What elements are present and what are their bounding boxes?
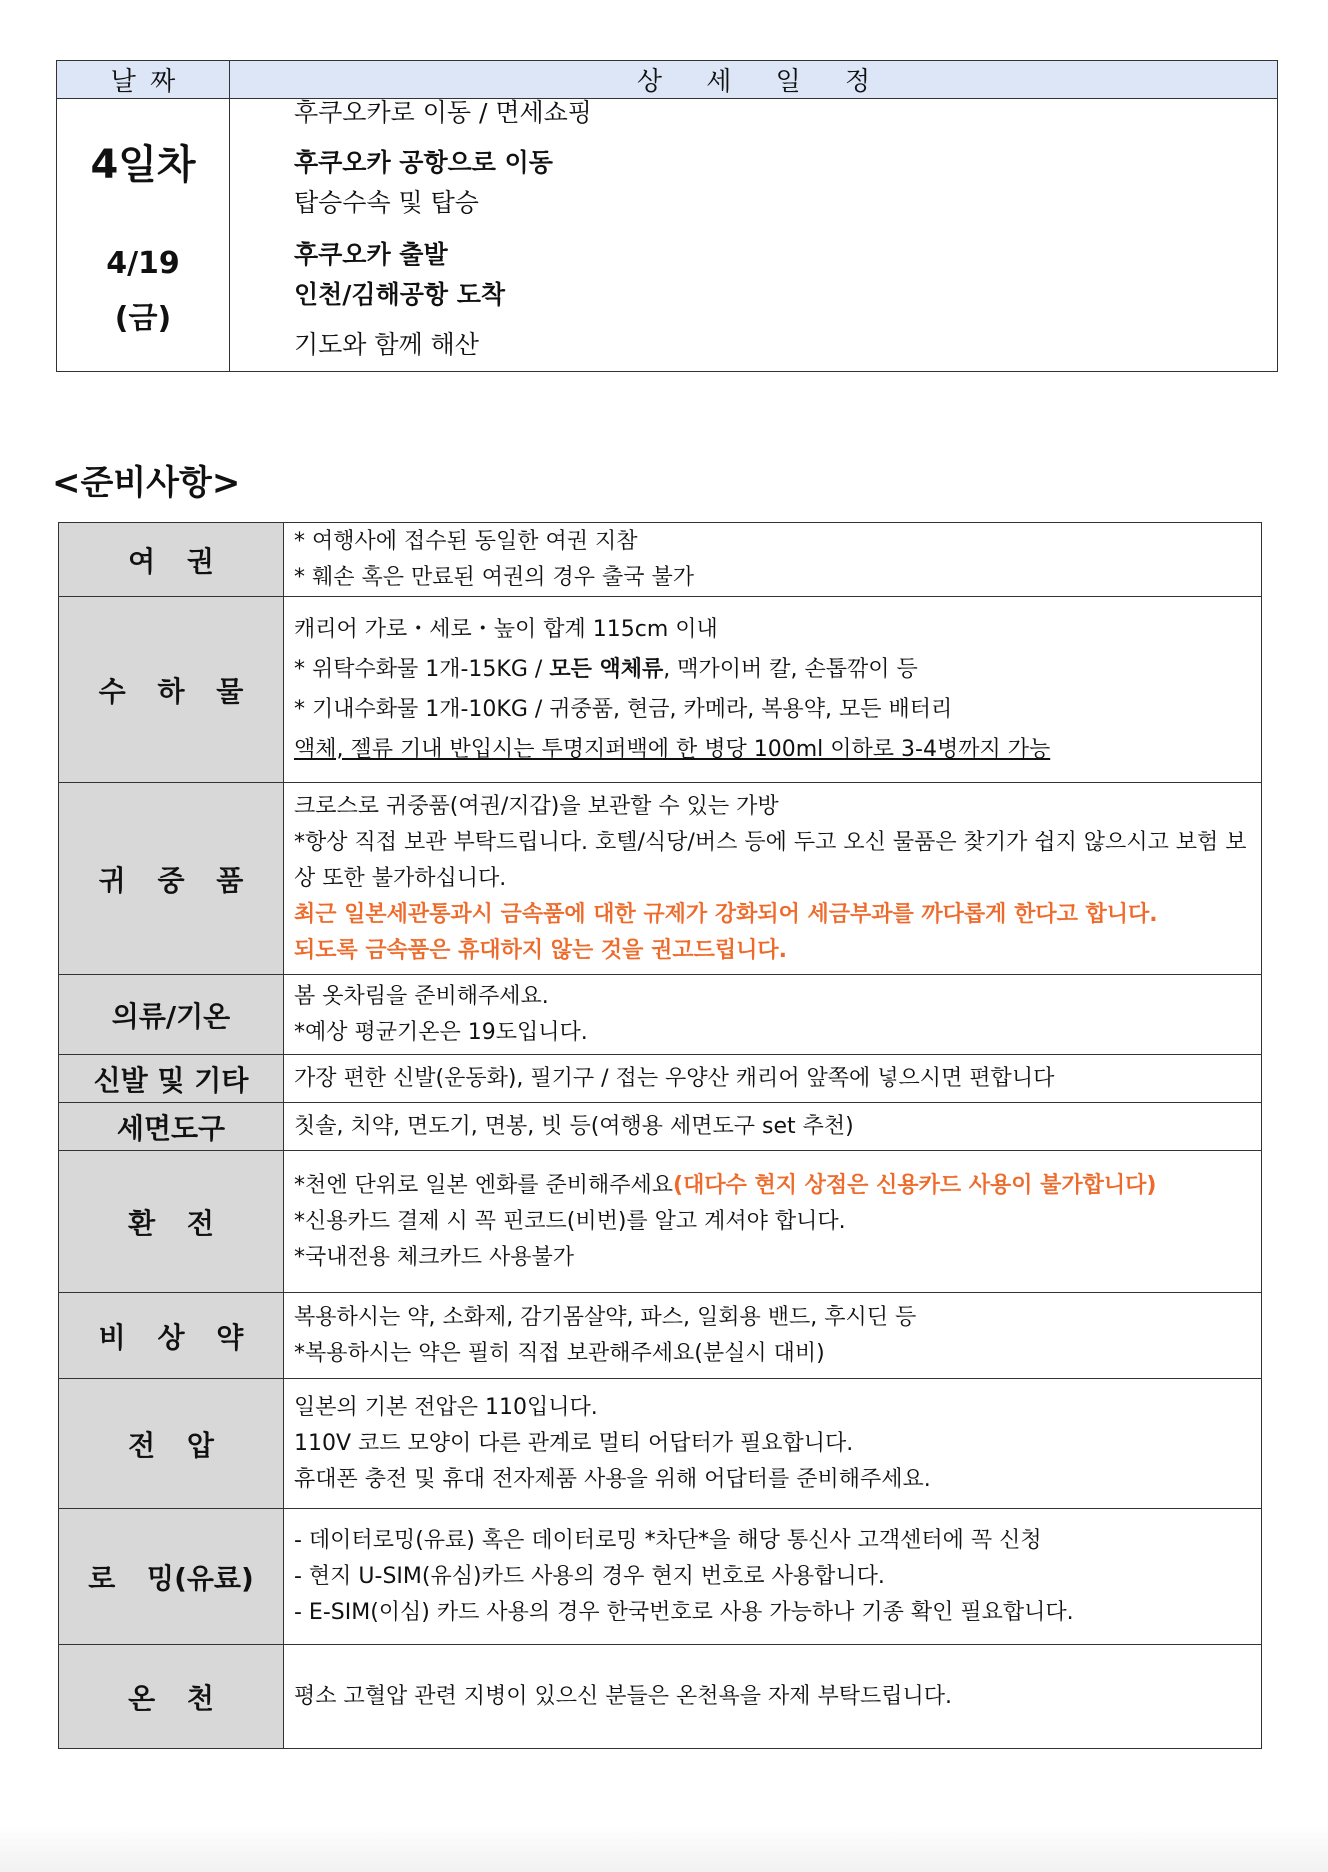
luggage-line: 액체, 젤류 기내 반입시는 투명지퍼백에 한 병당 100ml 이하로 3-4병까지 가능: [294, 736, 1051, 762]
label-text: 환 전: [128, 1206, 214, 1240]
voltage-line: 일본의 기본 전압은 110입니다.: [294, 1394, 598, 1420]
prep-body-luggage: [284, 597, 1262, 783]
prep-row-roaming: [59, 1509, 1262, 1645]
prep-title: <준비사항>: [52, 463, 241, 503]
prep-row-voltage: [59, 1379, 1262, 1509]
prep-label-voltage: [59, 1379, 284, 1509]
day-date: 4/19: [106, 246, 180, 281]
exchange-line: [294, 1168, 1261, 1204]
label-text: 비 상 약: [98, 1320, 244, 1354]
prep-body-shoes: [284, 1055, 1262, 1103]
voltage-line: 휴대폰 충전 및 휴대 전자제품 사용을 위해 어답터를 준비해주세요.: [294, 1466, 931, 1492]
exchange-line: *국내전용 체크카드 사용불가: [294, 1244, 575, 1270]
label-text: 온 천: [128, 1681, 214, 1715]
valuables-warning-line: 최근 일본세관통과시 금속품에 대한 규제가 강화되어 세금부과를 까다롭게 한다고 합니다.: [294, 901, 1158, 927]
label-text: 수 하 물: [98, 674, 244, 708]
voltage-line: 110V 코드 모양이 다른 관계로 멀티 어답터가 필요합니다.: [294, 1430, 854, 1456]
page-bottom-shade: [0, 1826, 1328, 1872]
prep-body-roaming: [284, 1509, 1262, 1645]
schedule-header-detail: 상 세 일 정: [230, 61, 1278, 99]
prep-body-voltage: [284, 1379, 1262, 1509]
prep-row-shoes: [59, 1055, 1262, 1103]
prep-body-clothing: [284, 975, 1262, 1055]
prep-row-medicine: [59, 1293, 1262, 1379]
prep-body-passport: [284, 523, 1262, 597]
label-text: 귀 중 품: [98, 863, 244, 897]
schedule-item: 기도와 함께 해산: [294, 330, 479, 359]
schedule-item: 후쿠오카 공항으로 이동: [294, 148, 553, 177]
prep-row-luggage: [59, 597, 1262, 783]
label-text: 전 압: [128, 1428, 214, 1462]
prep-body-onsen: [284, 1645, 1262, 1749]
label-text: 세면도구: [116, 1111, 226, 1145]
passport-line: * 훼손 혹은 만료된 여권의 경우 출국 불가: [294, 564, 694, 590]
schedule-item: 후쿠오카로 이동 / 면세쇼핑: [294, 98, 592, 127]
medicine-line: 복용하시는 약, 소화제, 감기몸살약, 파스, 일회용 밴드, 후시딘 등: [294, 1304, 917, 1330]
prep-label-roaming: [59, 1509, 284, 1645]
valuables-warning-line: 되도록 금속품은 휴대하지 않는 것을 권고드립니다.: [294, 937, 787, 963]
luggage-line: [294, 650, 1261, 690]
day-weekday: (금): [114, 301, 172, 336]
luggage-text: * 위탁수화물 1개-15KG /: [294, 656, 550, 682]
prep-body-toiletries: [284, 1103, 1262, 1151]
prep-body-medicine: [284, 1293, 1262, 1379]
shoes-line: 가장 편한 신발(운동화), 필기구 / 접는 우양산 캐리어 앞쪽에 넣으시면 편합니다: [294, 1065, 1055, 1091]
passport-line: * 여행사에 접수된 동일한 여권 지참: [294, 528, 638, 554]
schedule-header-date: 날 짜: [57, 61, 230, 99]
label-text: 로 밍(유료): [88, 1561, 254, 1595]
schedule-detail-cell: [230, 99, 1278, 372]
valuables-line: 크로스로 귀중품(여권/지갑)을 보관할 수 있는 가방: [294, 793, 779, 819]
schedule-day-cell: [57, 99, 230, 372]
exchange-text: *천엔 단위로 일본 엔화를 준비해주세요: [294, 1172, 674, 1198]
prep-body-exchange: [284, 1151, 1262, 1293]
luggage-line: * 기내수화물 1개-10KG / 귀중품, 현금, 카메라, 복용약, 모든 배터리: [294, 696, 953, 722]
clothing-line: *예상 평균기온은 19도입니다.: [294, 1019, 588, 1045]
prep-row-passport: [59, 523, 1262, 597]
exchange-line: *신용카드 결제 시 꼭 핀코드(비번)를 알고 계셔야 합니다.: [294, 1208, 846, 1234]
prep-label-passport: [59, 523, 284, 597]
luggage-line: 캐리어 가로・세로・높이 합계 115cm 이내: [294, 616, 718, 642]
schedule-item: 후쿠오카 출발: [294, 240, 448, 269]
roaming-line: - E-SIM(이심) 카드 사용의 경우 한국번호로 사용 가능하나 기종 확인 필요합니다.: [294, 1599, 1074, 1625]
prep-row-toiletries: [59, 1103, 1262, 1151]
roaming-line: - 현지 U-SIM(유심)카드 사용의 경우 현지 번호로 사용합니다.: [294, 1563, 885, 1589]
schedule-table: [56, 60, 1278, 372]
label-text: 의류/기온: [111, 999, 231, 1033]
prep-label-exchange: [59, 1151, 284, 1293]
roaming-line: - 데이터로밍(유료) 혹은 데이터로밍 *차단*을 해당 통신사 고객센터에 꼭 신청: [294, 1527, 1042, 1553]
label-text: 신발 및 기타: [93, 1063, 249, 1097]
prep-row-onsen: [59, 1645, 1262, 1749]
onsen-line: 평소 고혈압 관련 지병이 있으신 분들은 온천욕을 자제 부탁드립니다.: [294, 1683, 952, 1709]
prep-row-exchange: [59, 1151, 1262, 1293]
prep-label-luggage: [59, 597, 284, 783]
schedule-item: 탑승수속 및 탑승: [294, 188, 479, 217]
prep-row-valuables: [59, 783, 1262, 975]
prep-label-clothing: [59, 975, 284, 1055]
toiletries-line: 칫솔, 치약, 면도기, 면봉, 빗 등(여행용 세면도구 set 추천): [294, 1113, 854, 1139]
prep-row-clothing: [59, 975, 1262, 1055]
valuables-line: *항상 직접 보관 부탁드립니다. 호텔/식당/버스 등에 두고 오신 물품은 찾기가 쉽지 않으시고 보험 보상 또한 불가하십니다.: [294, 829, 1247, 891]
label-text: 여 권: [128, 544, 214, 578]
schedule-item: 인천/김해공항 도착: [294, 280, 506, 309]
prep-label-shoes: [59, 1055, 284, 1103]
clothing-line: 봄 옷차림을 준비해주세요.: [294, 983, 549, 1009]
prep-label-toiletries: [59, 1103, 284, 1151]
prep-body-valuables: [284, 783, 1262, 975]
luggage-liquid-text: 모든 액체류: [549, 656, 664, 682]
exchange-warning-text: (대다수 현지 상점은 신용카드 사용이 불가합니다): [673, 1172, 1157, 1198]
schedule-list: [230, 93, 1277, 365]
luggage-text: , 맥가이버 칼, 손톱깎이 등: [663, 656, 918, 682]
prep-label-valuables: [59, 783, 284, 975]
prep-label-medicine: [59, 1293, 284, 1379]
day-label: 4일차: [90, 142, 196, 188]
prep-table: [58, 522, 1262, 1749]
medicine-line: *복용하시는 약은 필히 직접 보관해주세요(분실시 대비): [294, 1340, 825, 1366]
prep-label-onsen: [59, 1645, 284, 1749]
schedule-day-row: [57, 99, 1278, 372]
